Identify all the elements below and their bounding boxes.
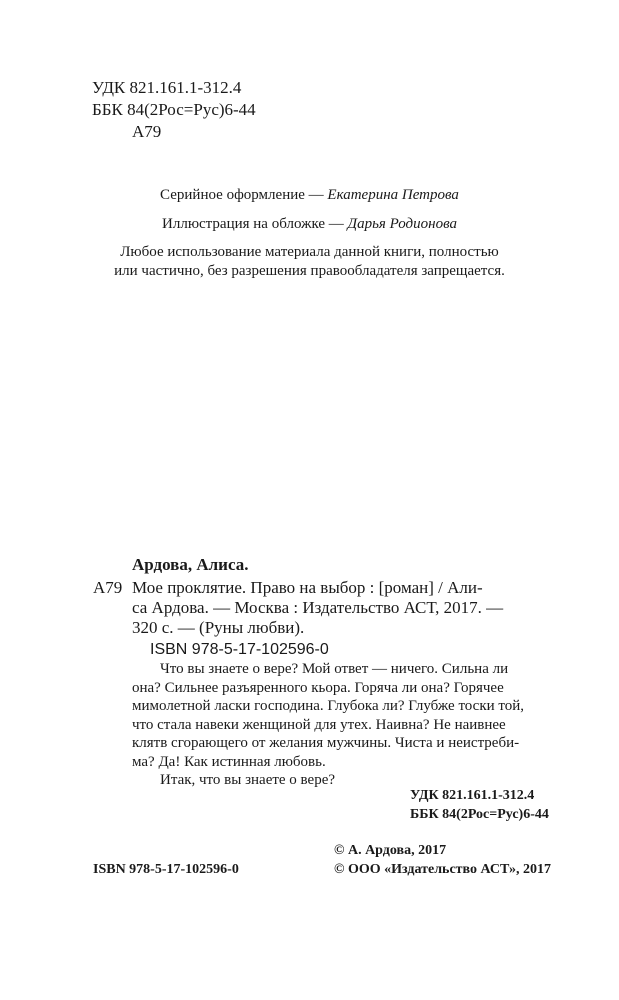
credit-illustration-label: Иллюстрация на обложке — xyxy=(162,216,348,232)
copyright-author: © А. Ардова, 2017 xyxy=(334,843,447,858)
record-author-mark: А79 xyxy=(93,578,123,597)
udk-code-bottom: УДК 821.161.1-312.4 xyxy=(410,788,535,803)
credit-illustration xyxy=(0,216,619,233)
bbk-code-top: ББК 84(2Рос=Рус)6-44 xyxy=(92,100,256,119)
credit-illustration-name: Дарья Родионова xyxy=(347,216,457,232)
annotation-line: клятв сгорающего от желания мужчины. Чиста и неистреби- xyxy=(132,735,520,751)
record-description-line: 320 с. — (Руны любви). xyxy=(132,618,305,637)
record-description-line: са Ардова. — Москва : Издательство АСТ, 2017. — xyxy=(132,598,504,617)
copyright-publisher: © ООО «Издательство АСТ», 2017 xyxy=(334,862,552,877)
copyright-notice-line: Любое использование материала данной книги, полностью xyxy=(120,244,499,260)
copyright-notice xyxy=(0,243,619,281)
record-author: Ардова, Алиса. xyxy=(132,555,249,574)
annotation-line: ма? Да! Как истинная любовь. xyxy=(132,753,326,770)
record-isbn: ISBN 978-5-17-102596-0 xyxy=(150,641,329,658)
credit-design-label: Серийное оформление — xyxy=(160,187,328,203)
annotation xyxy=(132,660,562,790)
udk-code-top: УДК 821.161.1-312.4 xyxy=(92,78,242,97)
record-description-line: Мое проклятие. Право на выбор : [роман] / Али- xyxy=(132,578,483,597)
record-description xyxy=(132,578,562,638)
bbk-code-bottom: ББК 84(2Рос=Рус)6-44 xyxy=(410,807,549,822)
copyright-notice-line: или частично, без разрешения правообладателя запрещается. xyxy=(114,263,505,279)
credit-design-name: Екатерина Петрова xyxy=(327,187,459,203)
isbn-bottom: ISBN 978-5-17-102596-0 xyxy=(93,862,239,877)
author-mark-top: А79 xyxy=(132,122,162,141)
credit-design xyxy=(0,187,619,204)
annotation-line: что стала навеки женщиной для утех. Наивна? Не наивнее xyxy=(132,716,506,733)
annotation-line: она? Сильнее разъяренного кьора. Горяча ли она? Горячее xyxy=(132,679,504,696)
annotation-line: Что вы знаете о вере? Мой ответ — ничего. Сильна ли xyxy=(160,661,509,677)
annotation-line: Итак, что вы знаете о вере? xyxy=(160,772,336,788)
annotation-line: мимолетной ласки господина. Глубока ли? Глубже тоски той, xyxy=(132,698,525,714)
